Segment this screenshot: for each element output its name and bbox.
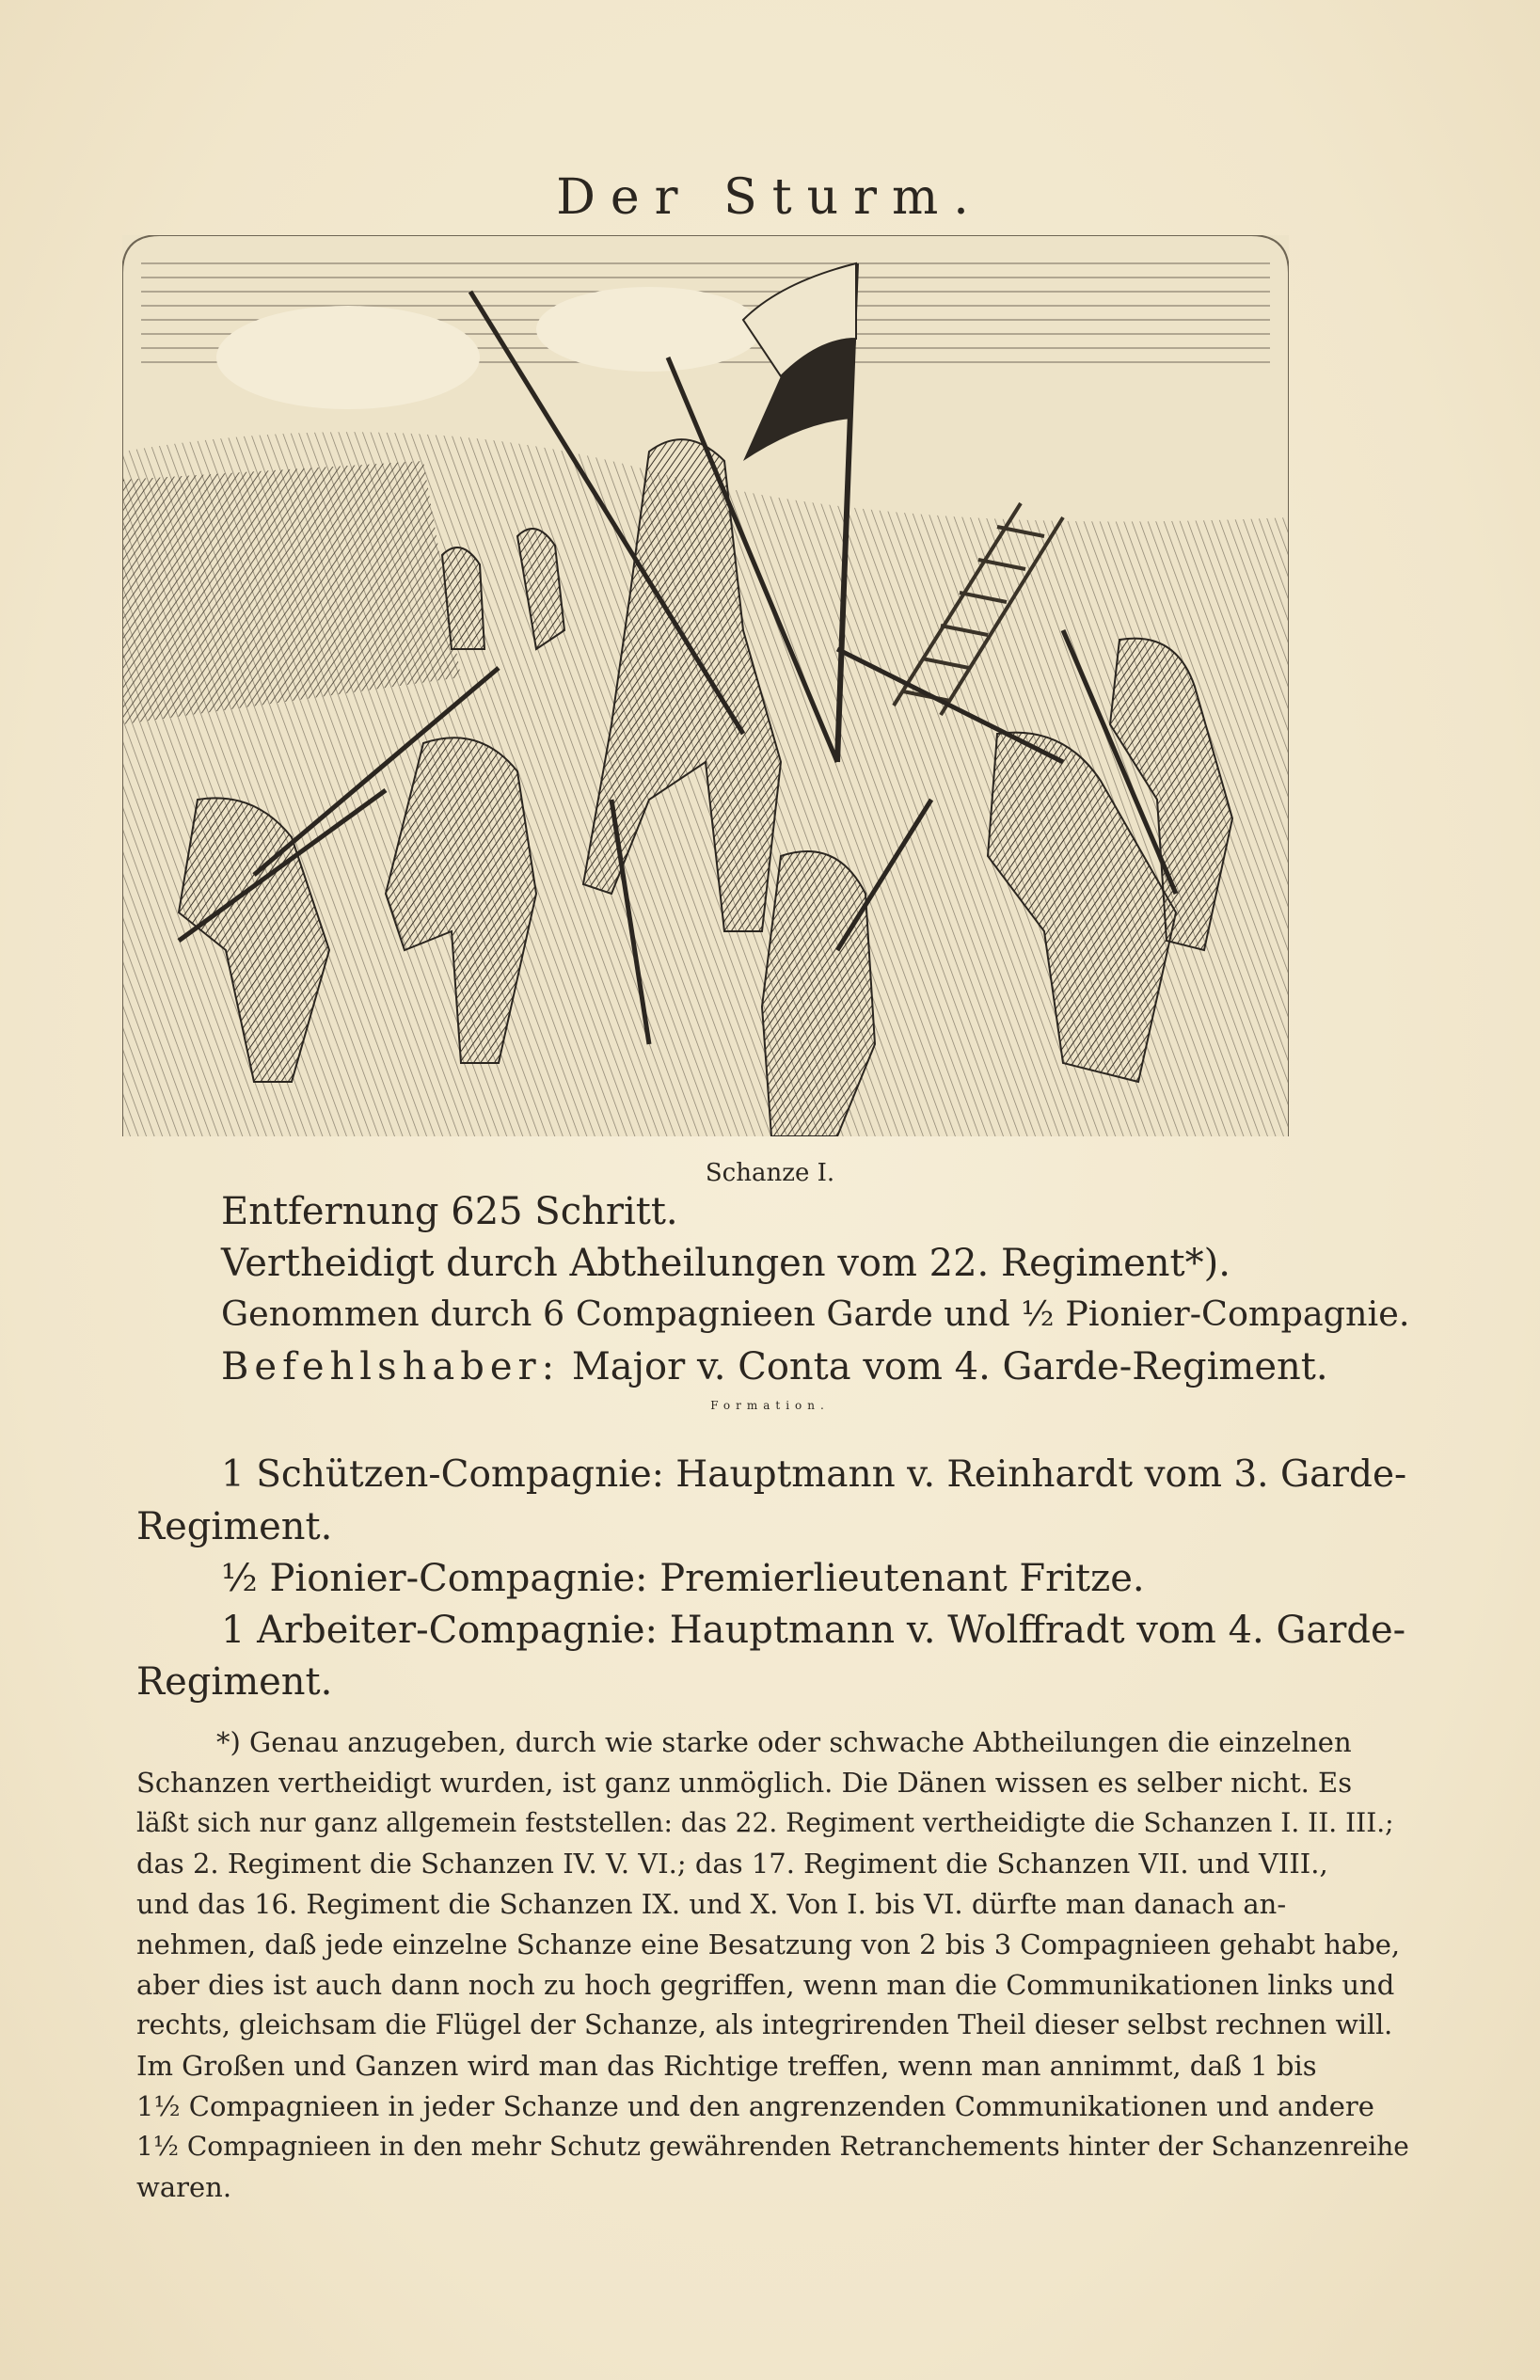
formation-row-3: 1 Arbeiter-Compagnie: Hauptmann v. Wolffradt vom 4. Garde-	[221, 1609, 1406, 1652]
smoke-cloud	[216, 306, 480, 409]
defended-line: Vertheidigt durch Abtheilungen vom 22. Regiment*).	[221, 1242, 1230, 1285]
page-title: Der Sturm.	[556, 169, 984, 226]
taken-line: Genommen durch 6 Compagnieen Garde und ½ Pionier-Compagnie.	[221, 1293, 1410, 1334]
commander-line	[221, 1345, 1328, 1388]
footnote-line: Im Großen und Ganzen wird man das Richtige treffen, wenn man annimmt, daß 1 bis	[136, 2050, 1317, 2082]
formation-heading: Formation.	[710, 1399, 830, 1412]
footnote-line: und das 16. Regiment die Schanzen IX. und X. Von I. bis VI. dürfte man danach an-	[136, 1888, 1287, 1920]
footnote-line: Schanzen vertheidigt wurden, ist ganz unmöglich. Die Dänen wissen es selber nicht. Es	[136, 1767, 1353, 1799]
battle-engraving	[122, 235, 1289, 1136]
formation-row-1-cont: Regiment.	[136, 1505, 333, 1548]
formation-row-1: 1 Schützen-Compagnie: Hauptmann v. Reinhardt vom 3. Garde-	[221, 1453, 1407, 1496]
footnote-line: *) Genau anzugeben, durch wie starke oder schwache Abtheilungen die einzelnen	[216, 1726, 1352, 1758]
distance-line: Entfernung 625 Schritt.	[221, 1190, 678, 1233]
footnote-line: nehmen, daß jede einzelne Schanze eine Besatzung von 2 bis 3 Compagnieen gehabt habe,	[136, 1928, 1401, 1960]
commander-value: Major v. Conta vom 4. Garde-Regiment.	[571, 1345, 1328, 1388]
footnote-line: läßt sich nur ganz allgemein feststellen: das 22. Regiment vertheidigte die Schanzen I. II. III.;	[136, 1807, 1394, 1838]
footnote-line: rechts, gleichsam die Flügel der Schanze, als integrirenden Theil dieser selbst rechnen will.	[136, 2009, 1393, 2040]
footnote-line: 1½ Compagnieen in jeder Schanze und den angrenzenden Communikationen und andere	[136, 2090, 1374, 2122]
illustration-caption: Schanze I.	[705, 1159, 835, 1187]
footnote-line: aber dies ist auch dann noch zu hoch gegriffen, wenn man die Communikationen links und	[136, 1969, 1395, 2001]
footnote-line: das 2. Regiment die Schanzen IV. V. VI.; das 17. Regiment die Schanzen VII. und VIII.,	[136, 1848, 1328, 1880]
footnote-line: waren.	[136, 2171, 232, 2203]
formation-row-2: ½ Pionier-Compagnie: Premierlieutenant Fritze.	[221, 1557, 1145, 1600]
footnote-line: 1½ Compagnieen in den mehr Schutz gewährenden Retranchements hinter der Schanzenreihe	[136, 2131, 1409, 2162]
smoke-cloud	[536, 287, 762, 372]
commander-label: Befehlshaber:	[221, 1345, 561, 1388]
formation-row-3-cont: Regiment.	[136, 1660, 333, 1704]
